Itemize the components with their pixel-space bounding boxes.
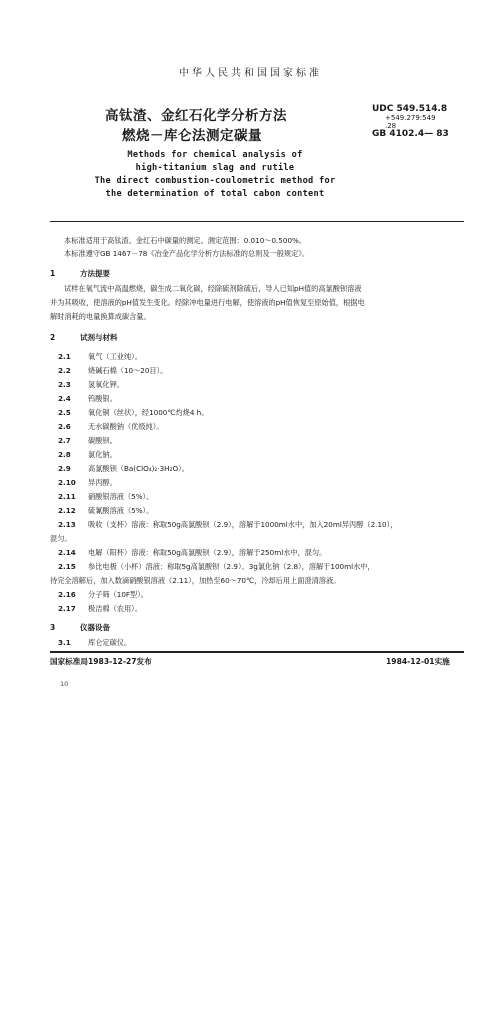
section-1-para-line3: 解时消耗的电量换算成碳含量。 xyxy=(50,312,151,321)
list-item: 2.11 硝酸银溶液（5%）。 xyxy=(58,492,154,501)
section-3-number: 3 xyxy=(50,623,56,632)
udc-number-cont: +549.279:549 xyxy=(385,114,436,122)
gb-number: GB 4102.4— 83 xyxy=(372,129,449,139)
title-chinese-line2: 燃烧－库仑法测定碳量 xyxy=(122,128,262,144)
section-3-heading xyxy=(50,622,110,633)
intro-scope: 本标准适用于高钛渣、金红石中碳量的测定。测定范围：0.010～0.500%。 xyxy=(64,236,307,245)
list-item: 2.17 极洁棉（农用）。 xyxy=(58,604,142,613)
list-item: 2.3 氢氧化钾。 xyxy=(58,380,124,389)
list-item: 2.2 烧碱石棉（10～20目）。 xyxy=(58,366,168,375)
list-item: 2.4 钨酸银。 xyxy=(58,394,117,403)
list-item: 2.13 吸收（支杯）溶液：称取50g高氯酸钡（2.9），溶解于1000ml水中，加入20ml异丙醇（2.10）， xyxy=(58,520,398,529)
list-item: 2.15 参比电极（小杯）溶液：称取5g高氯酸钡（2.9）、3g氯化钠（2.8），溶解于100ml水中， xyxy=(58,562,375,571)
title-english-line4: the determination of total cabon content xyxy=(105,189,325,199)
title-english-line1: Methods for chemical analysis of xyxy=(127,150,303,160)
udc-number: UDC 549.514.8 xyxy=(372,104,448,114)
title-chinese-line1: 高钛渣、金红石化学分析方法 xyxy=(105,108,287,124)
list-item: 2.6 无水碳酸钠（优级纯）。 xyxy=(58,422,164,431)
list-item: 3.1 库仑定碳仪。 xyxy=(58,638,132,647)
list-item-continuation: 混匀。 xyxy=(50,534,72,543)
list-item: 2.10 异丙醇。 xyxy=(58,478,117,487)
section-2-heading xyxy=(50,332,118,343)
list-item: 2.1 氧气（工业纯）。 xyxy=(58,352,142,361)
section-1-heading xyxy=(50,268,110,279)
list-item: 2.12 硫氰酸溶液（5%）。 xyxy=(58,506,154,515)
list-item: 2.16 分子筛（10F型）。 xyxy=(58,590,148,599)
title-english-line3: The direct combustion-coulometric method for xyxy=(94,176,336,186)
udc-number-cont2: .28 xyxy=(385,122,397,130)
list-item: 2.5 氧化铜（丝状），经1000℃灼烧4 h。 xyxy=(58,408,209,417)
list-item: 2.7 碳酸钡。 xyxy=(58,436,117,445)
implementation-date: 1984-12-01实施 xyxy=(386,657,450,666)
intro-compliance: 本标准遵守GB 1467－78《冶金产品化学分析方法标准的总则及一般规定》。 xyxy=(64,249,310,258)
section-1-para-line2: 并为其吸收，使溶液的pH值发生变化。经除冲电量进行电解，使溶液的pH值恢复至原始值，根据电 xyxy=(50,298,365,307)
section-1-number: 1 xyxy=(50,269,56,278)
list-item: 2.9 高氯酸钡（Ba(ClO₄)₂·3H₂O）。 xyxy=(58,464,189,473)
header-divider xyxy=(50,221,464,222)
issue-date: 国家标准局1983-12-27发布 xyxy=(50,657,152,666)
list-item-continuation: 待完全溶解后，加入数滴硝酸银溶液（2.11），加热至60～70℃，冷却后用上面澄清溶液。 xyxy=(50,576,341,585)
section-3-title: 仪器设备 xyxy=(80,623,110,632)
standard-type-header: 中华人民共和国国家标准 xyxy=(179,68,322,79)
title-english-line2: high-titanium slag and rutile xyxy=(135,163,295,173)
section-2-number: 2 xyxy=(50,333,56,342)
footer-divider xyxy=(50,651,464,653)
page-number: 10 xyxy=(60,680,69,688)
section-2-title: 试剂与材料 xyxy=(80,333,118,342)
section-1-title: 方法提要 xyxy=(80,269,110,278)
list-item: 2.8 氯化钠。 xyxy=(58,450,117,459)
section-1-para-line1: 试样在氧气流中高温燃烧，碳生成二氧化碳，经除硫剂除硫后，导入已知pH值的高氯酸钡溶液 xyxy=(64,284,362,293)
list-item: 2.14 电解（阳杯）溶液：称取50g高氯酸钡（2.9），溶解于250ml水中，混匀。 xyxy=(58,548,327,557)
